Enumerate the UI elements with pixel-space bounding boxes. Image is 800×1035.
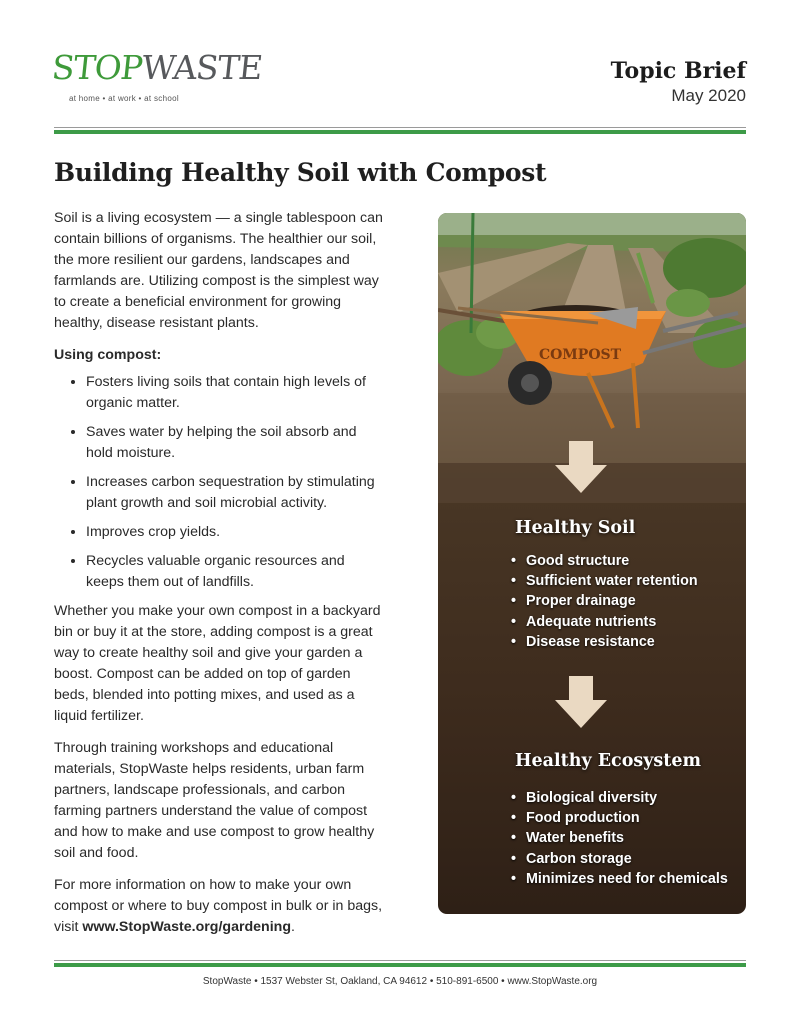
list-item: • Proper drainage [511,593,636,610]
soil-infographic-panel [438,213,746,914]
logo-word-stop: STOP [50,48,144,87]
benefits-list [54,372,384,593]
body-column [54,208,384,949]
healthy-soil-heading: Healthy Soil [515,518,636,538]
down-arrow-icon [553,674,609,730]
list-item: • Disease resistance [511,633,655,650]
list-item: • Recycles valuable organic resources and keeps them out of landfills. [86,551,384,593]
down-arrow-icon [553,439,609,495]
list-item: • Good structure [511,553,630,569]
more-info-paragraph: For more information on how to make your own compost or where to buy compost in bulk or in bags, visit www.StopWaste.org/gardening. [54,877,383,935]
using-compost-heading: Using compost: [54,347,162,363]
stopwaste-programs-paragraph: Through training workshops and educational materials, StopWaste helps residents, urban farm partners, landscape professionals, and carbon farming partners understand the value of compost and how to make and use compost to grow healthy soil and food. [54,740,375,861]
list-item: • Increases carbon sequestration by stimulating plant growth and soil microbial activity. [86,472,384,514]
healthy-ecosystem-heading: Healthy Ecosystem [515,751,701,771]
compost-use-paragraph: Whether you make your own compost in a backyard bin or buy it at the store, adding compost is a great way to create healthy soil and give your garden a boost. Compost can be added on top of garden beds, blended into potting mixes, and used as a liquid fertilizer. [54,603,381,724]
stopwaste-logo [50,48,264,108]
brief-date: May 2020 [671,86,746,105]
list-item: • Fosters living soils that contain high levels of organic matter. [86,372,384,414]
wheelbarrow-label: COMPOST [538,347,622,363]
page-title: Building Healthy Soil with Compost [54,158,547,187]
footer-contact: StopWaste • 1537 Webster St, Oakland, CA 94612 • 510-891-6500 • www.StopWaste.org [202,976,598,987]
healthy-ecosystem-list [511,788,728,889]
intro-paragraph: Soil is a living ecosystem — a single tablespoon can contain billions of organisms. The healthier our soil, the more resilient our gardens, landscapes and farmlands are. Utilizing compost is the simplest way to create a beneficial environment for growing healthy, disease resistant plants. [54,210,383,331]
gardening-link[interactable]: www.StopWaste.org/gardening [82,919,291,935]
list-item: • Minimizes need for chemicals [511,870,728,887]
logo-word-waste: WASTE [139,48,264,87]
healthy-soil-list [511,551,698,652]
header-divider [54,127,746,134]
list-item: • Sufficient water retention [511,573,698,590]
logo-tagline: at home • at work • at school [69,94,179,103]
list-item: • Food production [511,810,640,827]
list-item: • Adequate nutrients [511,613,657,630]
list-item: • Water benefits [511,830,624,847]
list-item: • Carbon storage [511,850,632,867]
list-item: • Improves crop yields. [86,522,384,543]
list-item: • Biological diversity [511,790,658,806]
footer-divider [54,960,746,967]
list-item: • Saves water by helping the soil absorb and hold moisture. [86,422,384,464]
topic-brief-block [611,58,746,106]
brief-title: Topic Brief [610,58,746,84]
